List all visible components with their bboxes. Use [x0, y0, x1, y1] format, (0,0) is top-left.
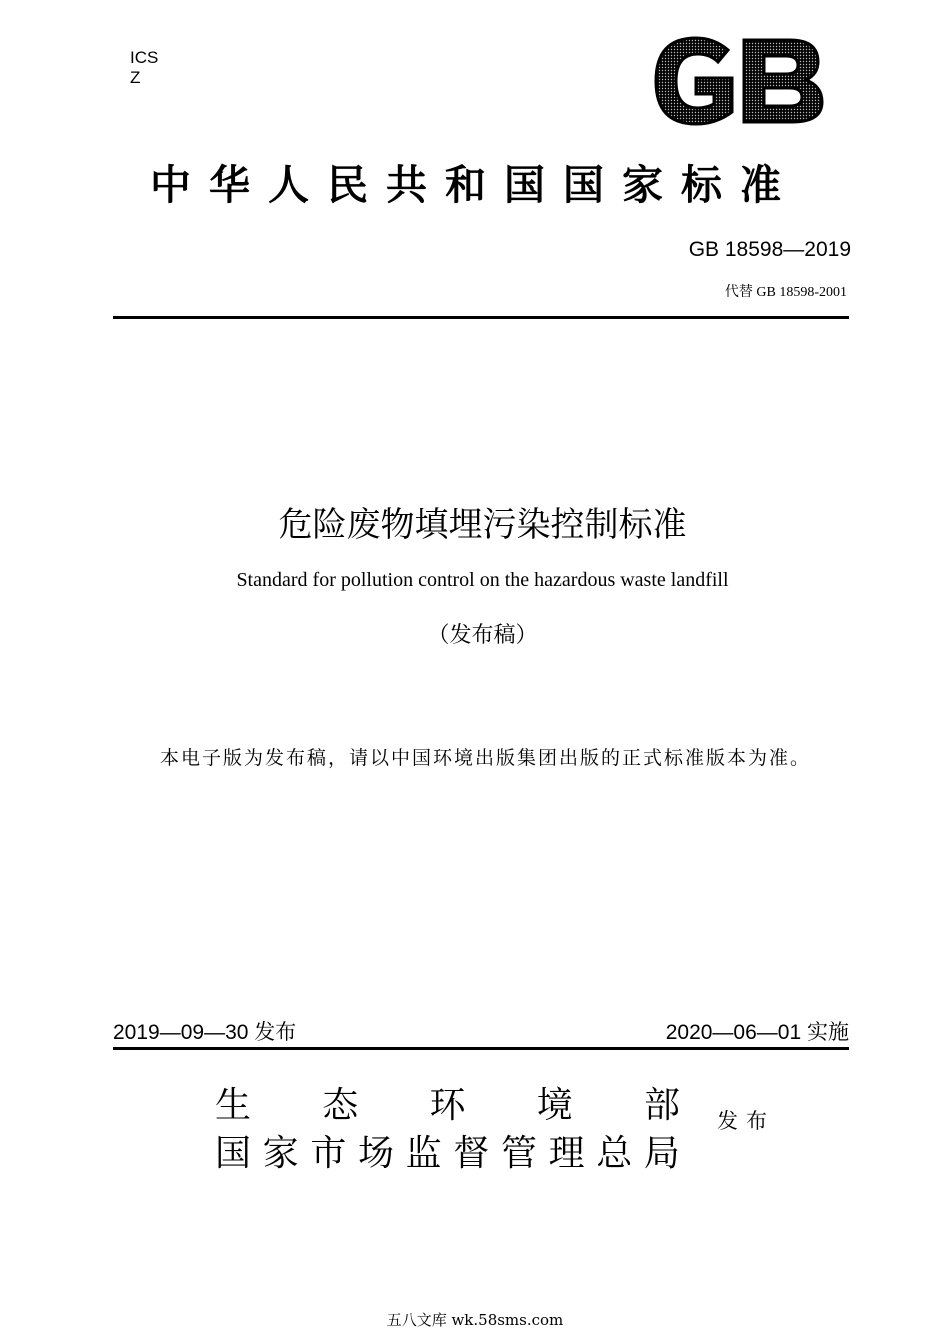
issuer-char: 生 — [215, 1085, 252, 1126]
draft-label: （发布稿） — [427, 623, 538, 648]
issuer-market-regulation-administration — [215, 1125, 680, 1176]
document-title-chinese: 危险废物填埋污染控制标准 — [278, 505, 687, 545]
issuer-char: 局 — [643, 1133, 680, 1174]
logo-text: GB — [652, 36, 654, 37]
issuer-char: 管 — [500, 1133, 537, 1174]
issuer-char: 境 — [536, 1085, 573, 1126]
issuer-char: 态 — [322, 1085, 359, 1126]
bottom-divider — [113, 1047, 849, 1050]
issuer-char: 环 — [429, 1085, 466, 1126]
issuer-ministry-ecology-environment — [215, 1077, 680, 1128]
issuer-char: 市 — [310, 1133, 347, 1174]
issuer-char: 理 — [548, 1133, 585, 1174]
issuer-char: 监 — [405, 1133, 442, 1174]
issuer-char: 家 — [262, 1133, 299, 1174]
edition-notice: 本电子版为发布稿，请以中国环境出版集团出版的正式标准版本为准。 — [160, 747, 812, 769]
issuer-char: 督 — [453, 1133, 490, 1174]
replaces-standard: 代替 GB 18598-2001 — [724, 285, 847, 300]
standard-number: GB 18598—2019 — [688, 238, 851, 261]
issuer-char: 总 — [596, 1133, 633, 1174]
issuer-char: 场 — [357, 1133, 394, 1174]
national-standard-title: 中华人民共和国国家标准 — [150, 161, 799, 209]
ics-classification — [130, 48, 158, 88]
gb-logo — [652, 36, 824, 126]
footer-watermark[interactable]: 五八文库 wk.58sms.com — [386, 1311, 564, 1329]
issued-label: 发布 — [717, 1109, 775, 1133]
issuer-char: 部 — [643, 1085, 680, 1126]
issuer-char: 国 — [215, 1133, 252, 1174]
ics-label: ICS — [130, 48, 159, 67]
issue-date: 2019—09—30 发布 — [113, 1021, 297, 1044]
implementation-date: 2020—06—01 实施 — [665, 1021, 849, 1044]
top-divider — [113, 316, 849, 319]
category-code: Z — [130, 68, 141, 87]
document-title-english: Standard for pollution control on the hazardous waste landfill — [236, 569, 729, 591]
